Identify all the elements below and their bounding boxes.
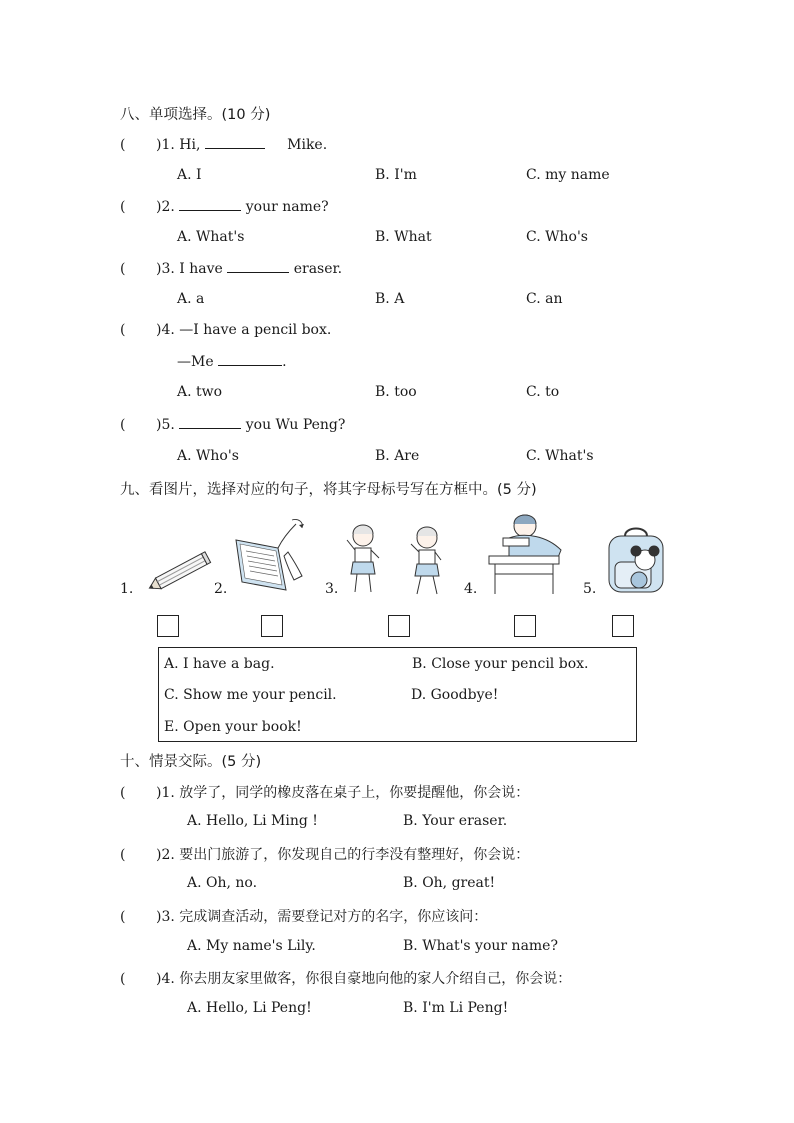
- question-10-2: [120, 844, 529, 864]
- answer-blank[interactable]: [227, 260, 289, 273]
- question-text: 放学了，同学的橡皮落在桌子上，你要提醒他，你会说：: [179, 785, 530, 801]
- section-8-title: 八、单项选择。(10 分): [120, 107, 271, 123]
- question-number: )2.: [156, 199, 175, 215]
- answer-paren[interactable]: (: [120, 785, 126, 801]
- pencil-illustration: [138, 552, 214, 596]
- answer-blank[interactable]: [179, 416, 241, 429]
- question-text: —Me: [177, 354, 214, 370]
- backpack-illustration: [605, 526, 667, 594]
- section-9-title: 九、看图片，选择对应的句子，将其字母标号写在方框中。(5 分): [120, 482, 537, 498]
- answer-blank[interactable]: [218, 353, 282, 366]
- answer-paren[interactable]: (: [120, 322, 126, 338]
- question-number: )2.: [156, 847, 175, 863]
- picture-label-2: 2.: [214, 581, 228, 597]
- answer-box-4[interactable]: [514, 615, 536, 637]
- answer-paren[interactable]: (: [120, 847, 126, 863]
- option-b: B. Are: [375, 448, 420, 464]
- question-8-4: [120, 322, 331, 338]
- answer-paren[interactable]: (: [120, 971, 126, 987]
- option-c-sentence: C. Show me your pencil.: [164, 687, 337, 703]
- question-8-3: [120, 260, 342, 277]
- answer-box-3[interactable]: [388, 615, 410, 637]
- question-number: )4.: [156, 322, 175, 338]
- option-b: B. I'm: [375, 167, 417, 183]
- question-text: I have: [179, 261, 223, 277]
- answer-paren[interactable]: (: [120, 417, 126, 433]
- option-a: A. My name's Lily.: [187, 938, 316, 954]
- question-8-5: [120, 416, 345, 433]
- question-text: you Wu Peng?: [245, 417, 346, 433]
- answer-paren[interactable]: (: [120, 137, 126, 153]
- option-b: B. too: [375, 384, 417, 400]
- option-c: C. to: [526, 384, 560, 400]
- question-text: Mike.: [287, 137, 328, 153]
- question-8-1: [120, 136, 327, 153]
- answer-box-5[interactable]: [612, 615, 634, 637]
- question-10-3: [120, 906, 487, 926]
- option-a: A. Hello, Li Ming !: [187, 813, 318, 829]
- option-a: A. two: [177, 384, 223, 400]
- option-b: B. What: [375, 229, 432, 245]
- question-text: 完成调查活动，需要登记对方的名字，你应该问：: [179, 909, 488, 925]
- question-number: )1.: [156, 785, 175, 801]
- option-a: A. I: [177, 167, 202, 183]
- picture-label-1: 1.: [120, 581, 134, 597]
- option-a: A. a: [177, 291, 205, 307]
- option-b: B. I'm Li Peng!: [403, 1000, 509, 1016]
- boy-desk-illustration: [485, 510, 567, 596]
- question-number: )1.: [156, 137, 175, 153]
- picture-label-4: 4.: [464, 581, 478, 597]
- option-a-sentence: A. I have a bag.: [164, 656, 275, 672]
- question-text: 你去朋友家里做客，你很自豪地向他的家人介绍自己，你会说：: [179, 971, 572, 987]
- question-number: )3.: [156, 261, 175, 277]
- question-10-4: [120, 968, 571, 988]
- option-a: A. Oh, no.: [187, 875, 258, 891]
- question-text: eraser.: [293, 261, 343, 277]
- option-a: A. What's: [177, 229, 245, 245]
- answer-blank[interactable]: [205, 136, 265, 149]
- open-book-illustration: [232, 518, 310, 590]
- option-b: B. A: [375, 291, 405, 307]
- option-a: A. Hello, Li Peng!: [187, 1000, 312, 1016]
- answer-paren[interactable]: (: [120, 199, 126, 215]
- period: .: [282, 354, 287, 370]
- question-text: —I have a pencil box.: [179, 322, 332, 338]
- question-number: )5.: [156, 417, 175, 433]
- picture-label-5: 5.: [583, 581, 597, 597]
- answer-paren[interactable]: (: [120, 261, 126, 277]
- question-10-1: [120, 782, 529, 802]
- option-a: A. Who's: [177, 448, 239, 464]
- answer-paren[interactable]: (: [120, 909, 126, 925]
- question-8-4-line2: [177, 353, 287, 370]
- option-e-sentence: E. Open your book!: [164, 719, 302, 735]
- option-c: C. Who's: [526, 229, 588, 245]
- question-number: )4.: [156, 971, 175, 987]
- question-text: your name?: [245, 199, 329, 215]
- option-b: B. What's your name?: [403, 938, 558, 954]
- option-d-sentence: D. Goodbye!: [411, 687, 499, 703]
- question-8-2: [120, 198, 329, 215]
- answer-blank[interactable]: [179, 198, 241, 211]
- question-text: 要出门旅游了，你发现自己的行李没有整理好，你会说：: [179, 847, 530, 863]
- option-c: C. What's: [526, 448, 594, 464]
- answer-box-2[interactable]: [261, 615, 283, 637]
- question-number: )3.: [156, 909, 175, 925]
- section-10-title: 十、情景交际。(5 分): [120, 754, 262, 770]
- option-b: B. Oh, great!: [403, 875, 496, 891]
- option-b: B. Your eraser.: [403, 813, 508, 829]
- question-text: Hi,: [179, 137, 201, 153]
- option-b-sentence: B. Close your pencil box.: [412, 656, 589, 672]
- option-c: C. an: [526, 291, 563, 307]
- goodbye-illustration: [343, 518, 447, 596]
- answer-box-1[interactable]: [157, 615, 179, 637]
- picture-label-3: 3.: [325, 581, 339, 597]
- option-c: C. my name: [526, 167, 610, 183]
